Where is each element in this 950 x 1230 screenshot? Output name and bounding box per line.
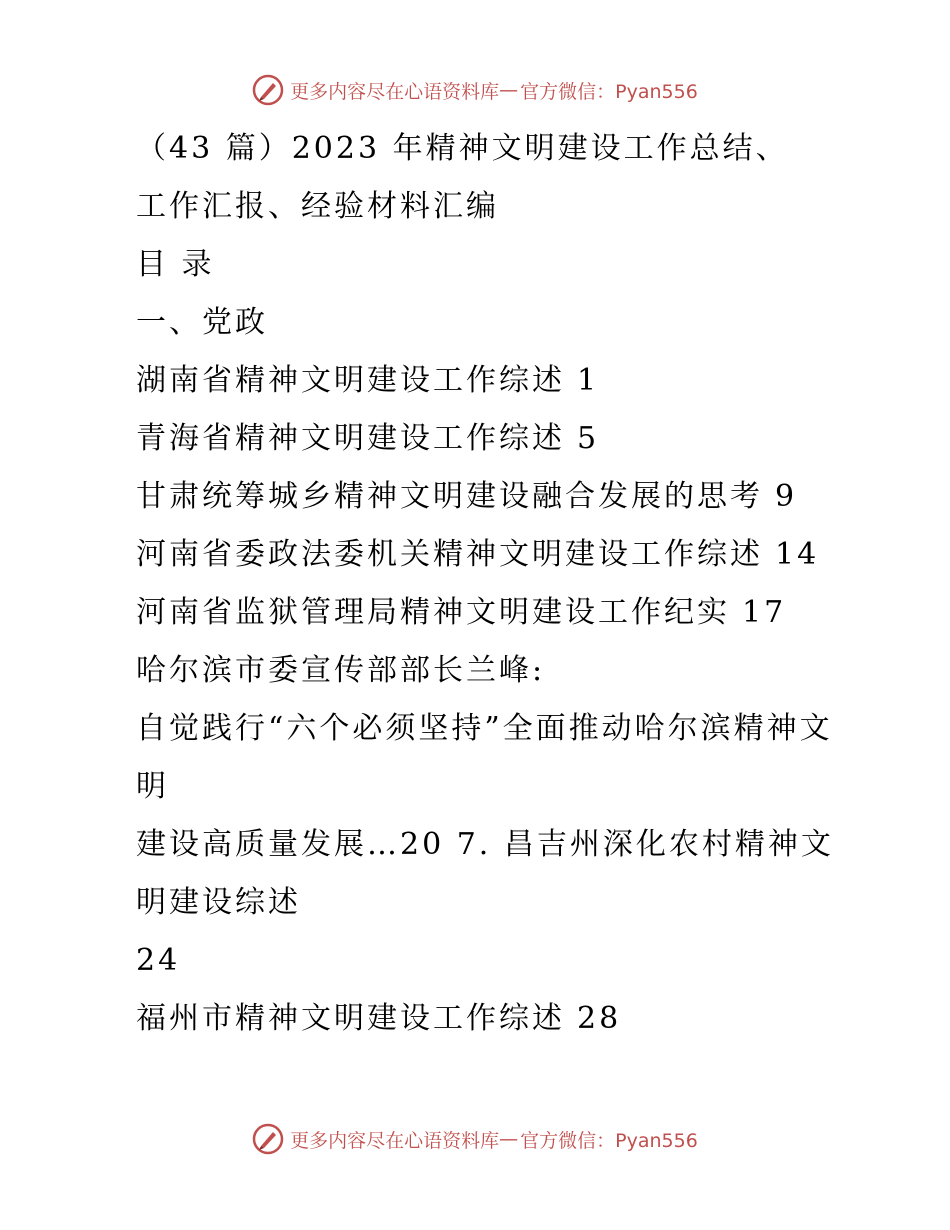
toc-harbin-continuation: 建设高质量发展…20 7. 昌吉州深化农村精神文明建设综述 (136, 827, 834, 920)
toc-entry-page: 28 (577, 1001, 622, 1036)
header-brand-text: 更多内容尽在心语资料库 (290, 80, 500, 103)
toc-entry (100, 584, 860, 642)
document-body (100, 120, 860, 1048)
toc-page-number: 24 (136, 943, 181, 978)
toc-entry-title: 青海省精神文明建设工作综述 (136, 421, 565, 456)
toc-harbin-author: 哈尔滨市委宣传部部长兰峰: (136, 653, 546, 688)
toc-entry-title: 河南省监狱管理局精神文明建设工作纪实 (136, 595, 730, 630)
footer-wechat-text: 官方微信：Pyan556 (520, 1129, 698, 1152)
footer-brand-text: 更多内容尽在心语资料库 (290, 1129, 500, 1152)
toc-entry-title: 甘肃统筹城乡精神文明建设融合发展的思考 (136, 479, 763, 514)
toc-entry (100, 990, 860, 1048)
footer-separator: — (499, 1128, 519, 1150)
footer-banner (0, 1117, 950, 1161)
pen-logo-icon (252, 1123, 284, 1155)
toc-entry (100, 352, 860, 410)
toc-entry-title: 河南省委政法委机关精神文明建设工作综述 (136, 537, 763, 572)
toc-entry-page: 1 (577, 363, 600, 398)
header-banner (0, 68, 950, 112)
toc-harbin-title: 自觉践行“六个必须坚持”全面推动哈尔滨精神文明 (136, 711, 833, 804)
doc-title-line-2: 工作汇报、经验材料汇编 (136, 189, 499, 224)
toc-entry (100, 410, 860, 468)
toc-entry (100, 468, 860, 526)
toc-entry-title: 湖南省精神文明建设工作综述 (136, 363, 565, 398)
toc-entry (100, 526, 860, 584)
toc-heading: 目 录 (136, 247, 215, 282)
toc-entry-page: 17 (742, 595, 787, 630)
pen-logo-icon (252, 74, 284, 106)
toc-entry-page: 5 (577, 421, 600, 456)
toc-entry-page: 9 (775, 479, 798, 514)
toc-entry-page: 14 (775, 537, 820, 572)
header-wechat-text: 官方微信：Pyan556 (520, 80, 698, 103)
doc-title-line-1: （43 篇）2023 年精神文明建设工作总结、 (136, 131, 789, 166)
toc-section-heading: 一、党政 (136, 305, 268, 340)
header-separator: — (499, 79, 519, 101)
toc-entry-title: 福州市精神文明建设工作综述 (136, 1001, 565, 1036)
